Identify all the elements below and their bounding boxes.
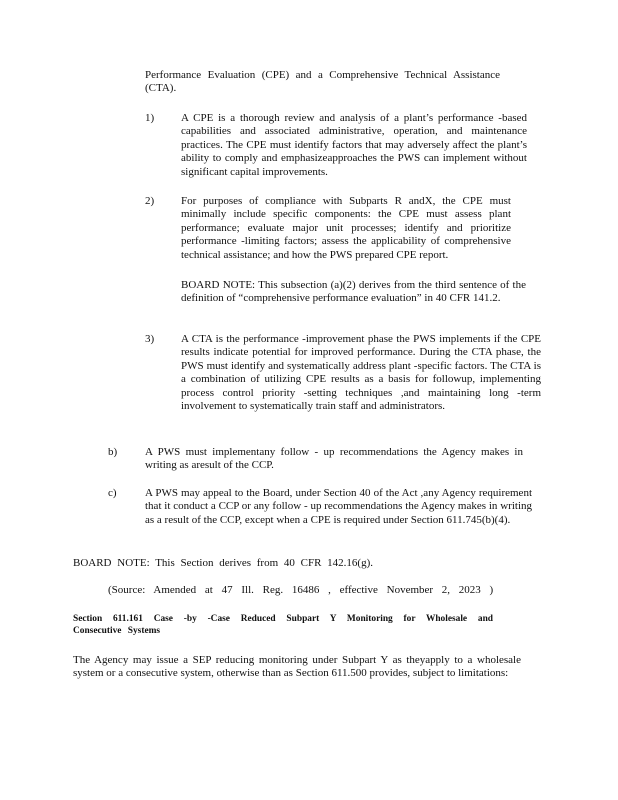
section-body: The Agency may issue a SEP reducing monitoring under Subpart Y as theyapply to a wholesale system or a consecutive system, otherwise than as Section 611.500 provides, subject to limitations: <box>73 654 521 680</box>
subsection-letter: c) <box>108 487 117 499</box>
source-citation: (Source: Amended at 47 Ill. Reg. 16486 , effective November 2, 2023 ) <box>108 584 494 596</box>
subsection-text: A PWS must implementany follow - up recommendations the Agency makes in writing as aresult of the CCP. <box>145 446 523 472</box>
subsection-letter: b) <box>108 446 118 458</box>
board-note: BOARD NOTE: This Section derives from 40 CFR 142.16(g). <box>73 557 374 569</box>
item-text: A CTA is the performance -improvement phase the PWS implements if the CPE results indicate potential for improved performance. During the CTA phase, the PWS must identify and systematically address plant -specific factors. The CTA is a combination of utilizing CPE results as a basis for followup, implementing process control priority -setting techniques ,and maintaining long -term involvement to systematically train staff and administrators. <box>181 333 541 413</box>
item-number: 2) <box>145 195 155 207</box>
board-note-subsection: BOARD NOTE: This subsection (a)(2) derives from the third sentence of the definition of “comprehensive performance evaluation” in 40 CFR 141.2. <box>181 279 526 305</box>
item-number: 1) <box>145 112 155 124</box>
section-heading: Section 611.161 Case -by -Case Reduced Subpart Y Monitoring for Wholesale and Consecutive Systems <box>73 614 493 636</box>
item-text: For purposes of compliance with Subparts R andX, the CPE must minimally include specific components: the CPE must assess plant performance; evaluate major unit processes; identify and prioritize performance -limiting factors; assess the applicability of comprehensive technical assistance; and how the PWS prepared CPE report. <box>181 195 511 261</box>
item-number: 3) <box>145 333 155 345</box>
item-text: A CPE is a thorough review and analysis of a plant’s performance -based capabilities and associated administrative, operation, and maintenance practices. The CPE must identify factors that may adversely affect the plant’s ability to comply and emphasizeapproaches the PWS can implement without significant capital improvements. <box>181 112 527 178</box>
subsection-text: A PWS may appeal to the Board, under Section 40 of the Act ,any Agency requirement that it conduct a CCP or any follow - up recommendations the Agency makes in writing as a result of the CCP, except when a CPE is required under Section 611.745(b)(4). <box>145 487 532 526</box>
intro-paragraph: Performance Evaluation (CPE) and a Comprehensive Technical Assistance (CTA). <box>145 69 500 95</box>
